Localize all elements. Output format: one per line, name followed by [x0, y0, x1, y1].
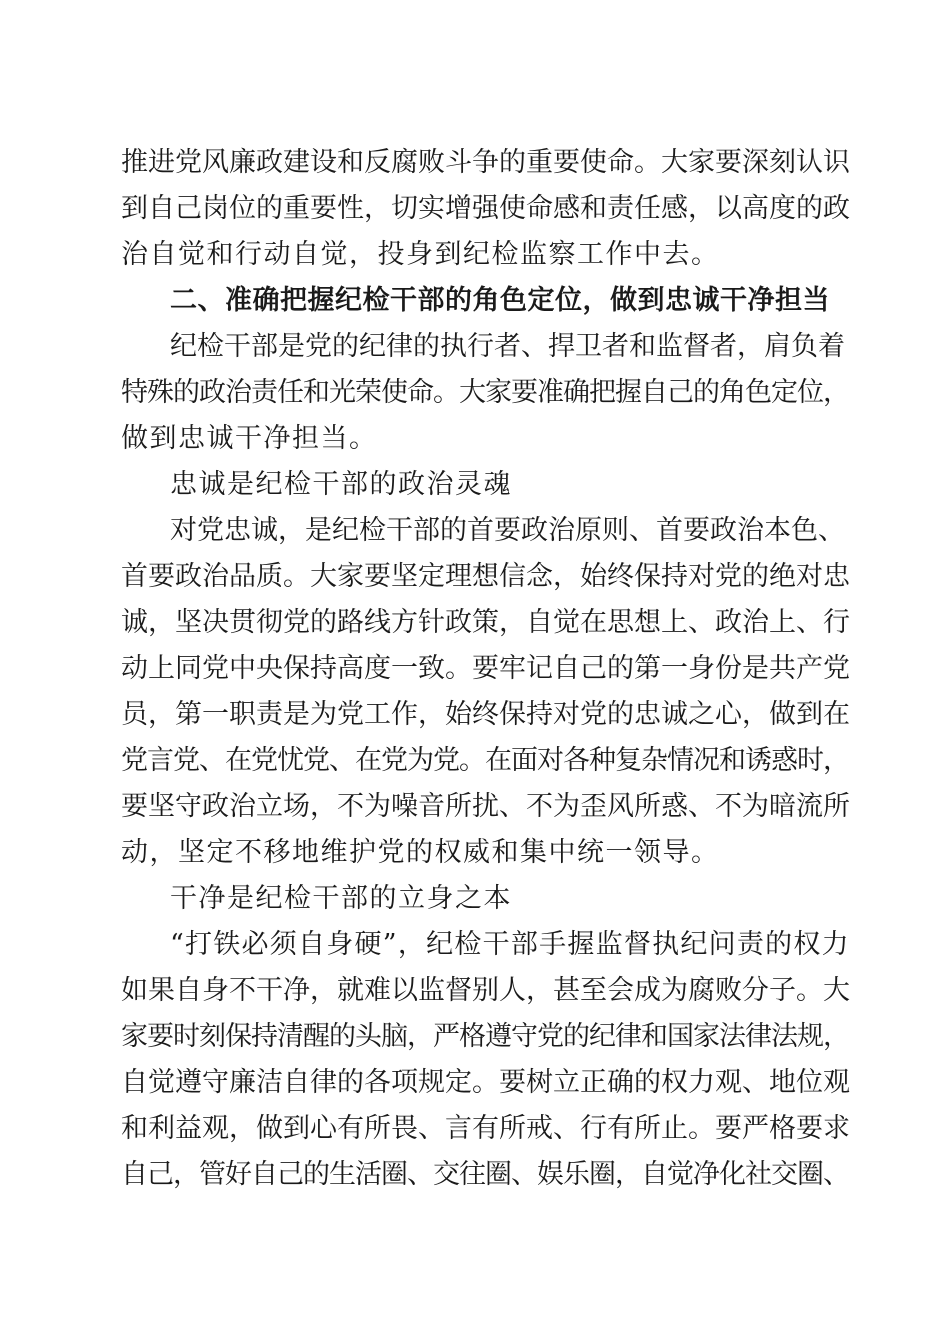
body-text-line: 动，坚定不移地维护党的权威和集中统一领导。: [121, 837, 720, 868]
body-text-line: 如果自身不干净，就难以监督别人，甚至会成为腐败分子。大: [121, 975, 850, 1006]
paragraph-first-line: 对党忠诚，是纪检干部的首要政治原则、首要政治本色、: [170, 515, 845, 546]
body-text-line: 自觉遵守廉洁自律的各项规定。要树立正确的权力观、地位观: [121, 1067, 850, 1098]
body-text-line: 首要政治品质。大家要坚定理想信念，始终保持对党的绝对忠: [121, 561, 850, 592]
body-text-line: 和利益观，做到心有所畏、言有所戒、行有所止。要严格要求: [121, 1113, 850, 1144]
body-text-line: 员，第一职责是为党工作，始终保持对党的忠诚之心，做到在: [121, 699, 850, 730]
body-text-line: 特殊的政治责任和光荣使命。大家要准确把握自己的角色定位，: [121, 377, 849, 408]
body-text-line: 诚，坚决贯彻党的路线方针政策，自觉在思想上、政治上、行: [121, 607, 850, 638]
body-text-line: 到自己岗位的重要性，切实增强使命感和责任感，以高度的政: [121, 193, 850, 224]
body-text-line: 做到忠诚干净担当。: [121, 423, 378, 454]
paragraph-first-line: “打铁必须自身硬”，纪检干部手握监督执纪问责的权力: [170, 929, 850, 960]
body-text-line: 动上同党中央保持高度一致。要牢记自己的第一身份是共产党: [121, 653, 850, 684]
subheading: 忠诚是纪检干部的政治灵魂: [170, 469, 512, 500]
body-text-line: 要坚守政治立场，不为噪音所扰、不为歪风所惑、不为暗流所: [121, 791, 850, 822]
body-text-line: 自己，管好自己的生活圈、交往圈、娱乐圈，自觉净化社交圈、: [121, 1159, 849, 1190]
body-text-line: 推进党风廉政建设和反腐败斗争的重要使命。大家要深刻认识: [121, 147, 850, 178]
body-text-line: 党言党、在党忧党、在党为党。在面对各种复杂情况和诱惑时，: [121, 745, 849, 776]
body-text-line: 治自觉和行动自觉，投身到纪检监察工作中去。: [121, 239, 720, 270]
section-heading: 二、准确把握纪检干部的角色定位，做到忠诚干净担当: [170, 285, 830, 316]
subheading: 干净是纪检干部的立身之本: [170, 883, 512, 914]
paragraph-first-line: 纪检干部是党的纪律的执行者、捍卫者和监督者，肩负着: [170, 331, 845, 362]
body-text-line: 家要时刻保持清醒的头脑，严格遵守党的纪律和国家法律法规，: [121, 1021, 849, 1052]
